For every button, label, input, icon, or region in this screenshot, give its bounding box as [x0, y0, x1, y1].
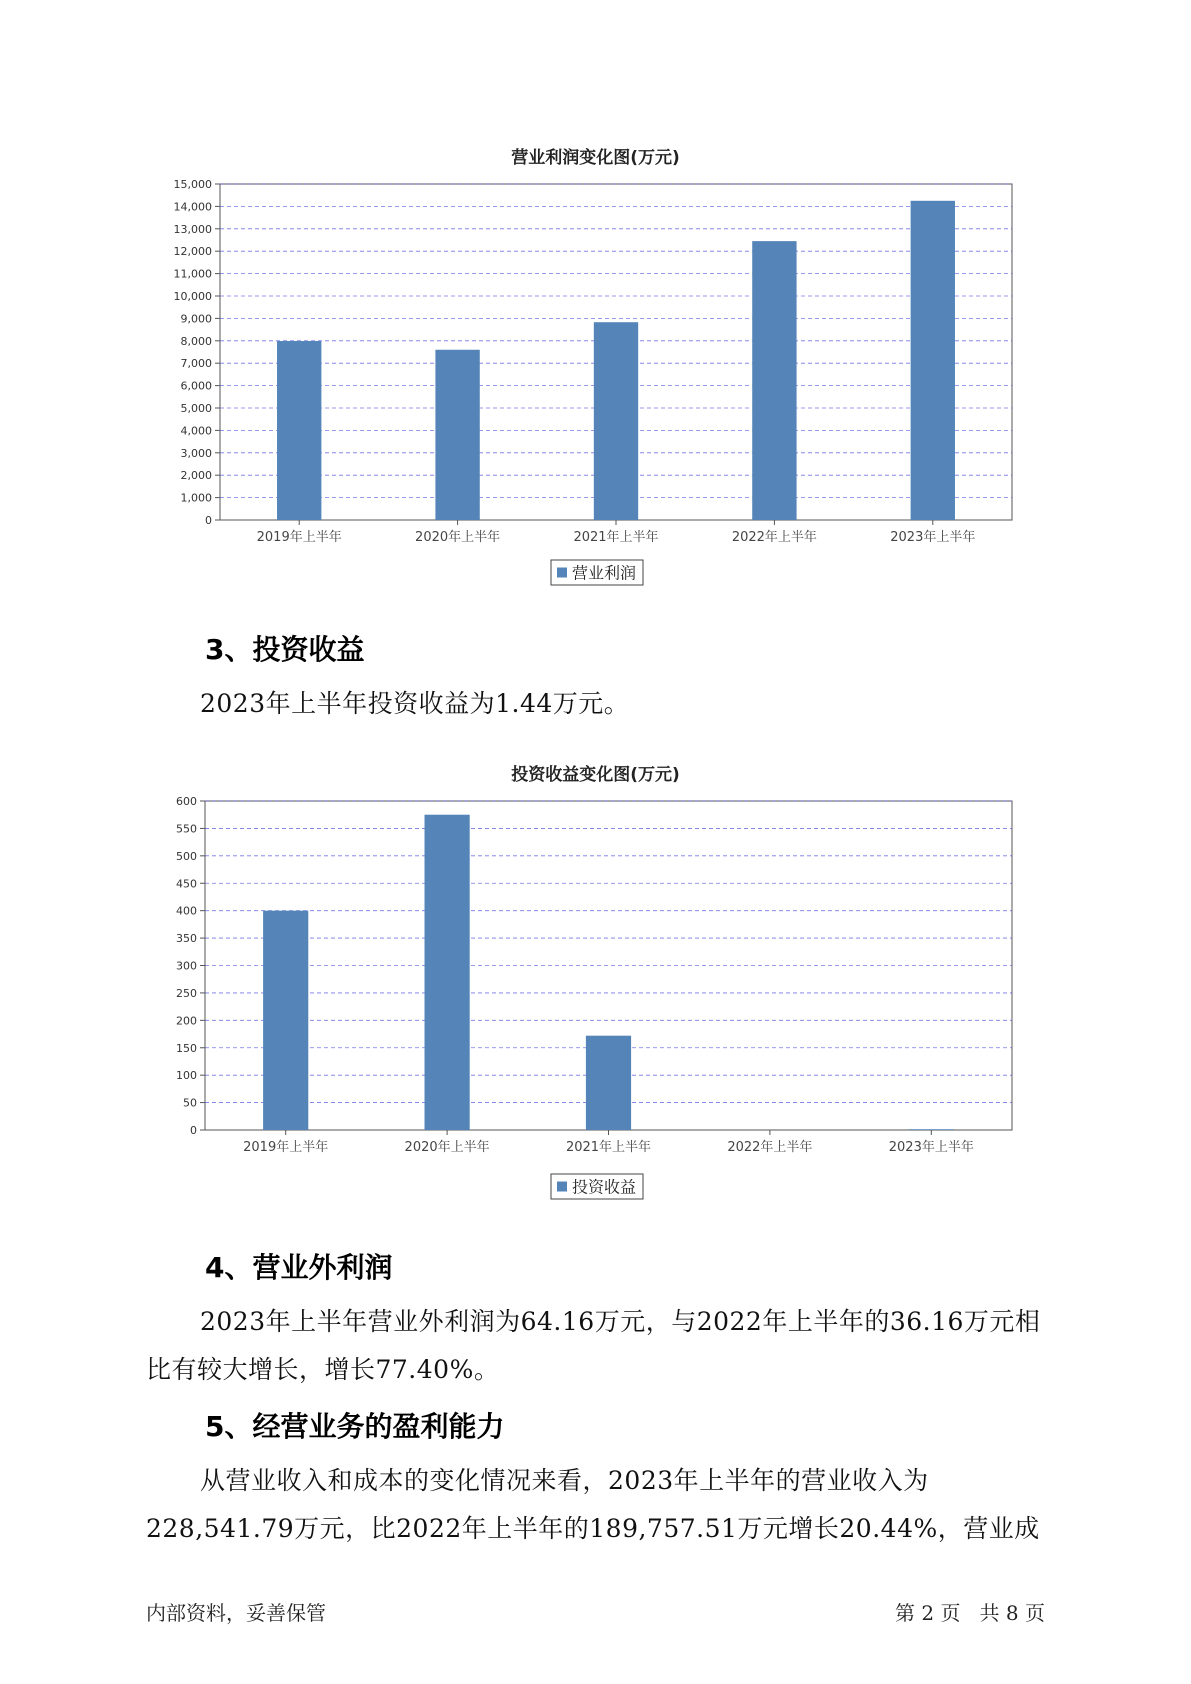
x-tick-label: 2021年上半年: [573, 530, 659, 545]
section5-text: 从营业收入和成本的变化情况来看，2023年上半年的营业收入为228,541.79万元，比2022年上半年的189,757.51万元增长20.44%，营业成: [146, 1466, 1040, 1543]
x-tick-label: 2022年上半年: [731, 530, 817, 545]
y-tick-label: 450: [176, 877, 197, 891]
footer-page-number: 第 2 页 共 8 页: [895, 1601, 1045, 1625]
y-tick-label: 10,000: [173, 290, 212, 303]
y-tick-label: 250: [176, 986, 197, 1000]
y-tick-label: 15,000: [173, 178, 212, 191]
y-tick-label: 350: [176, 932, 197, 946]
x-tick-label: 2019年上半年: [243, 1140, 329, 1155]
y-tick-label: 500: [176, 849, 197, 863]
y-tick-label: 150: [176, 1041, 197, 1055]
section3-text: 2023年上半年投资收益为1.44万元。: [200, 689, 630, 718]
y-tick-label: 550: [176, 822, 197, 836]
y-tick-label: 4,000: [180, 424, 212, 438]
y-tick-label: 600: [176, 795, 197, 808]
x-tick-label: 2019年上半年: [256, 530, 342, 545]
section4-heading: 4、营业外利润: [205, 1251, 393, 1284]
x-tick-label: 2020年上半年: [415, 530, 501, 545]
bar-5: [909, 1129, 954, 1130]
y-tick-label: 200: [176, 1014, 197, 1028]
x-tick-label: 2023年上半年: [890, 530, 976, 545]
y-tick-label: 100: [176, 1069, 197, 1083]
y-tick-label: 6,000: [180, 379, 212, 393]
legend-swatch: [557, 1182, 567, 1192]
chart2-title: 投资收益变化图(万元): [511, 765, 680, 785]
bar-1: [263, 911, 308, 1130]
x-tick-label: 2022年上半年: [727, 1140, 813, 1155]
legend-label: 营业利润: [572, 563, 637, 583]
y-tick-label: 0: [190, 1124, 197, 1137]
chart1-title: 营业利润变化图(万元): [511, 148, 680, 168]
y-tick-label: 1,000: [180, 491, 212, 505]
chart-legend: [551, 1174, 643, 1199]
y-tick-label: 9,000: [180, 312, 212, 326]
y-tick-label: 14,000: [173, 200, 212, 214]
y-tick-label: 300: [176, 959, 197, 973]
bar-3: [586, 1036, 631, 1130]
y-tick-label: 11,000: [173, 267, 212, 281]
bar-2: [425, 815, 470, 1130]
y-tick-label: 5,000: [180, 402, 212, 415]
section3-heading: 3、投资收益: [205, 633, 365, 666]
y-tick-label: 13,000: [173, 222, 212, 236]
y-tick-label: 7,000: [180, 357, 212, 371]
section4-text: 2023年上半年营业外利润为64.16万元，与2022年上半年的36.16万元相比有较大增长，增长77.40%。: [146, 1307, 1041, 1384]
y-tick-label: 12,000: [173, 245, 212, 259]
y-tick-label: 2,000: [180, 469, 212, 483]
y-tick-label: 0: [205, 514, 212, 527]
x-tick-label: 2020年上半年: [404, 1140, 490, 1155]
y-tick-label: 50: [183, 1096, 197, 1110]
footer-confidential: 内部资料，妥善保管: [146, 1601, 326, 1625]
y-tick-label: 8,000: [180, 334, 212, 348]
y-tick-label: 400: [176, 904, 197, 918]
x-tick-label: 2023年上半年: [888, 1140, 974, 1155]
x-tick-label: 2021年上半年: [565, 1140, 652, 1155]
section5-heading: 5、经营业务的盈利能力: [205, 1410, 505, 1443]
legend-label: 投资收益: [572, 1177, 637, 1197]
y-tick-label: 3,000: [180, 446, 212, 460]
